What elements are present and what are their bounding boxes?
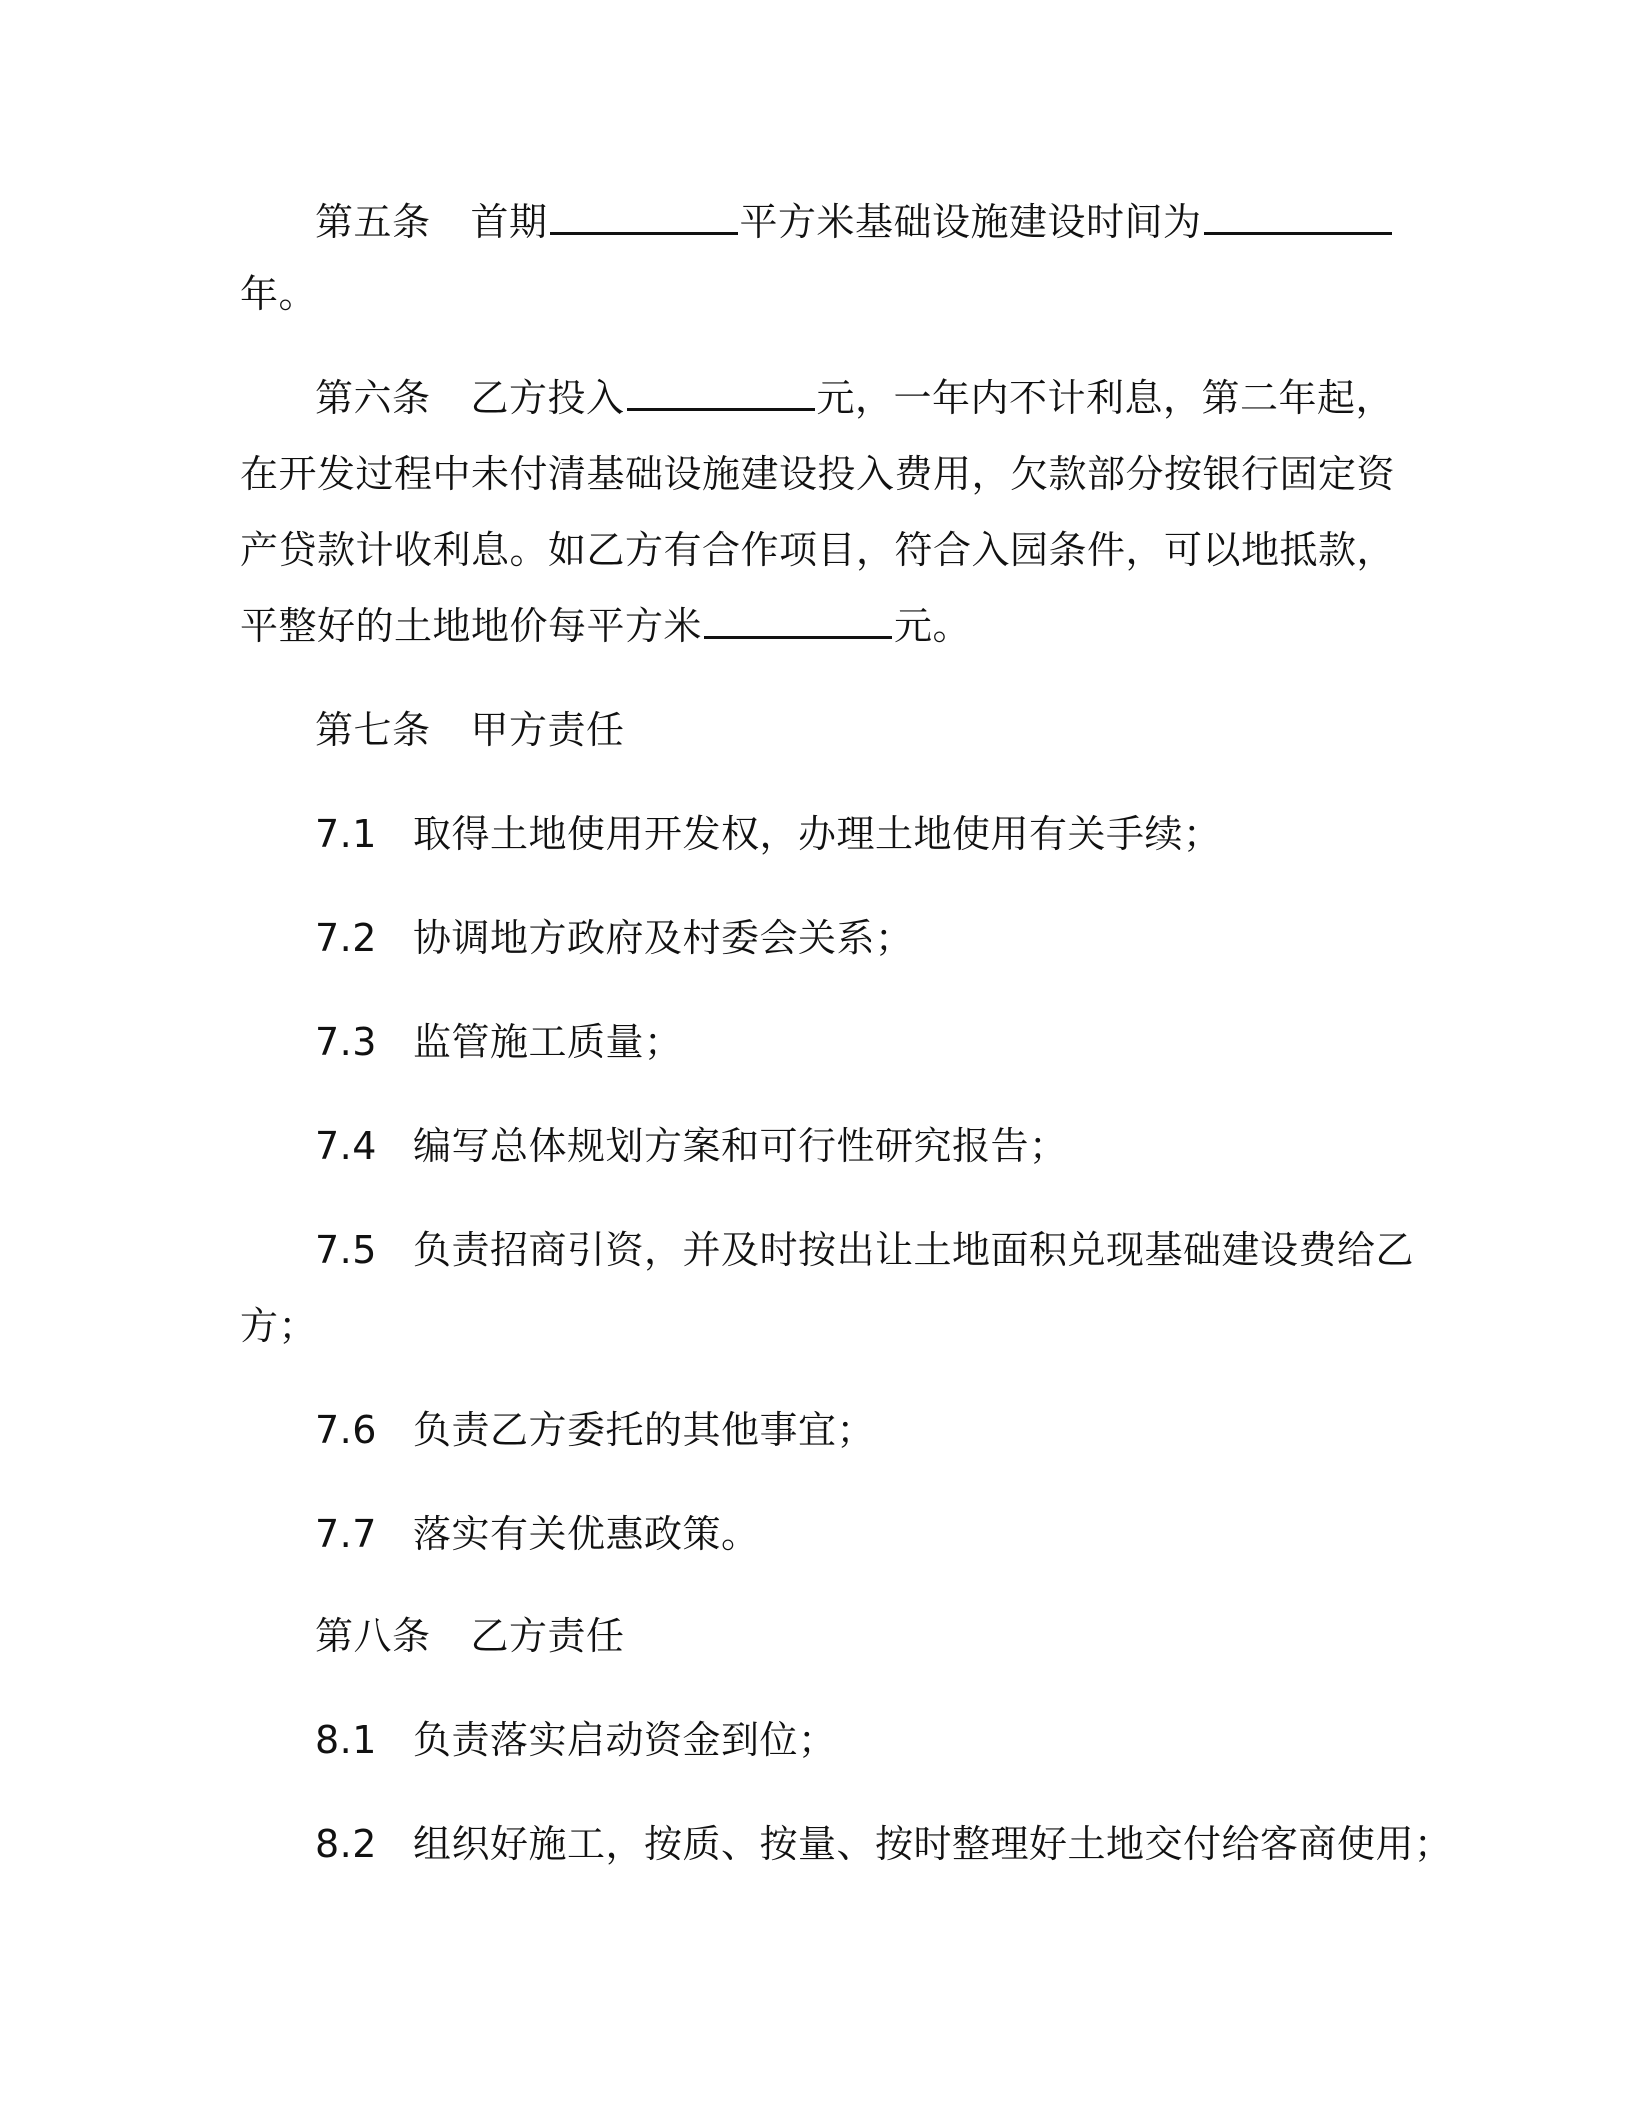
item-number: 7.6 <box>315 1408 377 1452</box>
article-6-line-4: 平整好的土地地价每平方米 元。 <box>240 604 972 648</box>
item-number: 7.1 <box>315 812 377 856</box>
article-5-line-1: 第五条 首期 平方米基础设施建设时间为 <box>240 184 1390 260</box>
article-7-title: 甲方责任 <box>470 708 625 752</box>
list-item: 7.4 编写总体规划方案和可行性研究报告； <box>315 1124 1068 1168</box>
item-number: 7.7 <box>315 1512 377 1556</box>
fill-in-blank <box>1204 202 1392 235</box>
item-number: 7.2 <box>315 916 377 960</box>
item-number: 8.1 <box>315 1718 377 1762</box>
item-number: 7.4 <box>315 1124 377 1168</box>
list-item: 7.2 协调地方政府及村委会关系； <box>315 916 914 960</box>
item-number: 7.3 <box>315 1020 377 1064</box>
article-5-label: 第五条 <box>315 200 431 244</box>
list-item: 8.1 负责落实启动资金到位； <box>315 1718 837 1762</box>
article-8-heading <box>240 1598 1390 1674</box>
list-item: 7.6 负责乙方委托的其他事宜； <box>315 1408 875 1452</box>
article-6-line-1: 第六条 乙方投入 元，一年内不计利息，第二年起， <box>315 376 1395 420</box>
list-item: 7.7 落实有关优惠政策。 <box>315 1512 760 1556</box>
article-8-label: 第八条 <box>315 1614 431 1658</box>
article-7-heading <box>240 692 1390 768</box>
fill-in-blank <box>704 606 892 639</box>
article-7-label: 第七条 <box>315 708 431 752</box>
fill-in-blank <box>550 202 738 235</box>
article-6-line-2: 在开发过程中未付清基础设施建设投入费用，欠款部分按银行固定资 <box>240 452 1396 496</box>
list-item: 7.5 负责招商引资，并及时按出让土地面积兑现基础建设费给乙 <box>315 1228 1414 1272</box>
list-item-continuation: 方； <box>240 1304 318 1348</box>
list-item: 7.1 取得土地使用开发权，办理土地使用有关手续； <box>315 812 1222 856</box>
article-6-line-3: 产贷款计收利息。如乙方有合作项目，符合入园条件，可以地抵款， <box>240 528 1396 572</box>
item-number: 7.5 <box>315 1228 377 1272</box>
item-number: 8.2 <box>315 1822 377 1866</box>
list-item: 7.3 监管施工质量； <box>315 1020 683 1064</box>
article-8-title: 乙方责任 <box>470 1614 625 1658</box>
fill-in-blank <box>627 378 815 411</box>
article-5-line-2: 年。 <box>240 272 318 316</box>
article-6-label: 第六条 <box>315 376 431 420</box>
list-item: 8.2 组织好施工，按质、按量、按时整理好土地交付给客商使用； <box>315 1822 1453 1866</box>
